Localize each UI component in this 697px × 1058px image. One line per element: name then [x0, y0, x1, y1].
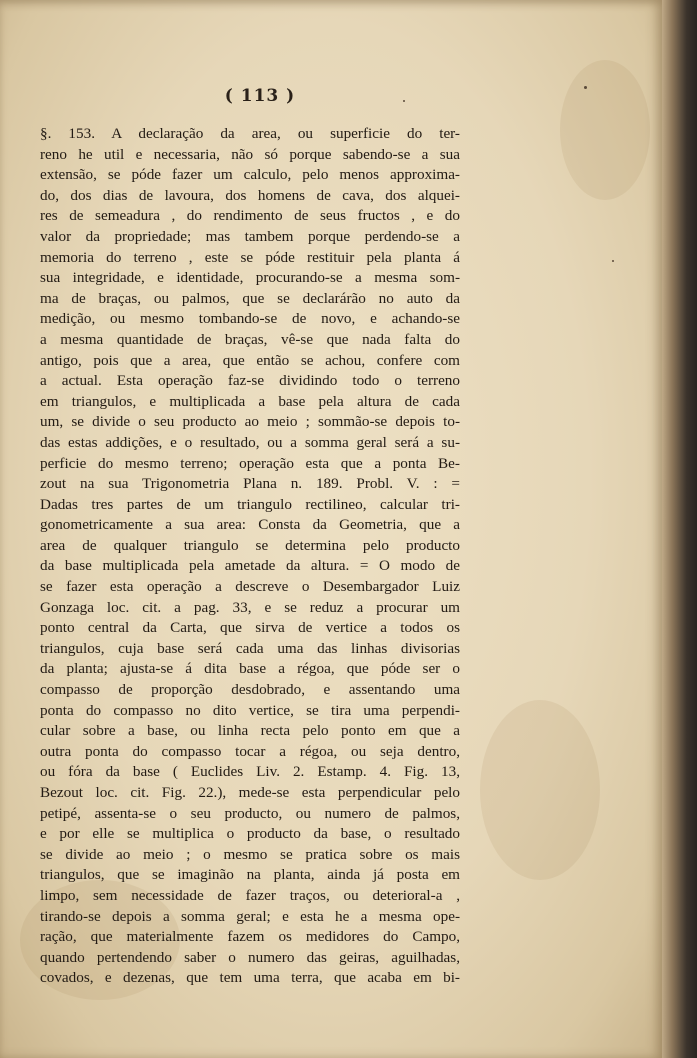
text-line: reno he util e necessaria, não só porque sabendo-se a sua	[40, 145, 460, 163]
text-line: quando pertendendo saber o numero das geiras, aguilhadas,	[40, 948, 460, 966]
ink-speck	[584, 86, 587, 89]
page-edge-shadow	[662, 0, 697, 1058]
text-line: tirando-se depois a somma geral; e esta he a mesma ope-	[40, 907, 460, 925]
text-line: res de semeadura , do rendimento de seus fructos , e do	[40, 207, 460, 225]
text-line: compasso de proporção desdobrado, e assentando uma	[40, 681, 460, 699]
text-line: ou fóra da base ( Euclides Liv. 2. Estamp. 4. Fig. 13,	[40, 763, 460, 781]
page-number: ( 113 )	[224, 86, 296, 106]
paper-stain	[480, 700, 600, 880]
text-line: memoria do terreno , este se póde restituir pela planta á	[40, 248, 460, 266]
text-line: medição, ou mesmo tombando-se de novo, e achando-se	[40, 310, 460, 328]
text-line: sua integridade, e identidade, procurando-se a mesma som-	[40, 269, 460, 287]
text-line: perficie do mesmo terreno; operação esta que a ponta Be-	[40, 454, 460, 472]
text-line: a mesma quantidade de braças, vê-se que nada falta do	[40, 330, 460, 348]
text-line: se divide ao meio ; o mesmo se pratica sobre os mais	[40, 845, 460, 863]
text-line: da planta; ajusta-se á dita base a régoa, que póde ser o	[40, 660, 460, 678]
text-line: extensão, se póde fazer um calculo, pelo menos approxima-	[40, 166, 460, 184]
text-line: Gonzaga loc. cit. a pag. 33, e se reduz a procurar um	[40, 598, 460, 616]
text-line: se fazer esta operação a descreve o Desembargador Luiz	[40, 578, 460, 596]
text-line: valor da propriedade; mas tambem porque perdendo-se a	[40, 227, 460, 245]
text-line: §. 153. A declaração da area, ou superficie do ter-	[40, 125, 460, 142]
text-line: da base multiplicada pela ametade da altura. = O modo de	[40, 557, 460, 575]
text-line: petipé, assenta-se o seu producto, ou numero de palmos,	[40, 804, 460, 822]
text-line: Dadas tres partes de um triangulo rectilineo, calcular tri-	[40, 495, 460, 513]
text-line: ma de braças, ou palmos, que se declarárão no auto da	[40, 289, 460, 307]
ink-speck	[612, 260, 614, 262]
text-line: ponta do compasso no dito vertice, se tira uma perpendi-	[40, 701, 460, 719]
text-line: ponto central da Carta, que sirva de vertice a todos os	[40, 619, 460, 637]
body-text	[40, 124, 460, 989]
paper-stain	[560, 60, 650, 200]
text-line: zout na sua Trigonometria Plana n. 189. Probl. V. : =	[40, 475, 460, 493]
text-line: limpo, sem necessidade de fazer traços, ou deterioral-a ,	[40, 886, 460, 904]
text-line: a actual. Esta operação faz-se dividindo todo o terreno	[40, 372, 460, 390]
text-line: em triangulos, e multiplicada a base pela altura de cada	[40, 392, 460, 410]
text-line: area de qualquer triangulo se determina pelo producto	[40, 536, 460, 554]
text-line: outra ponta do compasso tocar a régoa, ou seja dentro,	[40, 742, 460, 760]
text-line: triangulos, que se imaginão na planta, ainda já posta em	[40, 866, 460, 884]
text-line: ração, que materialmente fazem os medidores do Campo,	[40, 928, 460, 946]
text-line: do, dos dias de lavoura, dos homens de cava, dos alquei-	[40, 186, 460, 204]
text-line: antigo, pois que a area, que então se achou, confere com	[40, 351, 460, 369]
text-line: Bezout loc. cit. Fig. 22.), mede-se esta perpendicular pelo	[40, 784, 460, 801]
text-line: cular sobre a base, ou linha recta pelo ponto em que a	[40, 722, 460, 740]
text-line: e por elle se multiplica o producto da base, o resultado	[40, 825, 460, 843]
text-line: um, se divide o seu producto ao meio ; sommão-se depois to-	[40, 413, 460, 431]
text-line: triangulos, cuja base será cada uma das linhas divisorias	[40, 639, 460, 657]
text-line: das estas addições, e o resultado, ou a somma geral será a su-	[40, 433, 460, 451]
text-line: covados, e dezenas, que tem uma terra, que acaba em bi-	[40, 969, 460, 987]
text-line: gonometricamente a sua area: Consta da Geometria, que a	[40, 516, 460, 534]
